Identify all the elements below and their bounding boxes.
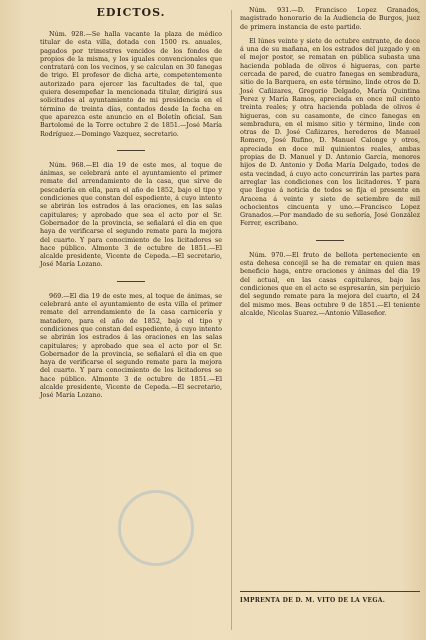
edict-970: Núm. 970.—El fruto de bellota perteneciente en esta dehesa concejil se ha de rematar en quien mas beneficio haga, entre oraciones y ánimas del dia 19 del actual, en las casas capitulares, bajo las condiciones que en el acto se espresarán, sin perjuicio del segundo remate para la mejora del cuarto, el 24 del mismo mes. Beas octubre 9 de 1851.—El teniente alcalde, Nicolas Suarez.—Antonio Villaseñor.: [240, 250, 420, 317]
edict-968: Núm. 968.—El dia 19 de este mes, al toque de ánimas, se celebrará ante el ayuntamiento el primer remate del arrendamiento de la casa, que sirve de pescadería en ella, para el año de 1852, bajo el tipo y condiciones que constan del espediente, á cuyo intento se abrirán los estrados á las oraciones, en las salas capitulares; y aprobado que sea el acto por el Sr. Gobernador de la provincia, se señalará el dia en que haya de verificarse el segundo remate para la mejora del cuarto. Y para conocimiento de los licitadores se hace público. Almonte 3 de octubre de 1851.—El alcalde presidente, Vicente de Cepeda.—El secretario, José María Lozano.: [40, 160, 222, 269]
library-watermark-icon: [118, 490, 368, 640]
column-divider: [231, 10, 232, 630]
separator: [316, 240, 344, 241]
edict-931-body: El lúnes veinte y siete de octubre entrante, de doce á una de su mañana, en los estrados del juzgado y en el mejor postor, se rematan en pública subasta una hacienda poblada de olivos é higueras, con parte cercada de pared, de cuatro fanegas en sembradura, sitio de la Barquera, en este término, linde otros de D. José Cañizares, Gregorio Delgado, María Quintina Perez y María Ramos, apreciada en once mil ciento treinta reales; y otra hacienda poblada de olivos é higueras, con su casamonte, de cinco fanegas en sembradura, en el mismo sitio y término, linde con otras de D. José Cañizares, herederos de Manuel Romero, José Rufino, D. Manuel Calonge y otros, apreciada en doce mil quinientos reales, ambas propias de D. Manuel y D. Antonio García, menores hijos de D. Antonio y Doña María Delgado, todos de esta vecindad, á cuyo acto concurrirán las partes para arreglar las condiciones con los licitadores. Y para que llegue á noticia de todos se fija el presente en Aracena á veinte y siete de setiembre de mil ochocientos cincuenta y uno.—Francisco Lopez Granados.—Por mandado de su señoría, José González Ferrer, escribano.: [240, 36, 420, 228]
right-column: [240, 6, 420, 317]
page-heading: EDICTOS.: [96, 6, 166, 19]
watermark-seal-icon: [118, 490, 194, 566]
separator: [117, 150, 145, 151]
footer-rule: [240, 591, 420, 592]
edict-931-header: Núm. 931.—D. Francisco Lopez Granados, magistrado honorario de la Audiencia de Burgos, juez de primera instancia de este partido.: [240, 6, 420, 31]
edict-928: Núm. 928.—Se halla vacante la plaza de médico titular de esta villa, dotada con 1500 rs. anuales, pagados por trimestres vencidos de los fondos de propios de la misma, y los iguales convencionales que contratará con los vecinos, y se calculan en 30 fanegas de trigo. El profesor de dicha arte, competentemente autorizado para ejercer las facultades de tal, que quiera desempeñar la mencionada titular, dirigirá sus solicitudes al ayuntamiento de mi presidencia en el término de treinta días, contados desde la fecha en que aparezca este anuncio en el Boletín oficial. San Bartolomé de la Torre octubre 2 de 1851.—José María Rodríguez.—Domingo Vazquez, secretario.: [40, 30, 222, 138]
left-column: [40, 6, 222, 400]
printer-imprint: IMPRENTA DE D. M. VITO DE LA VEGA.: [240, 597, 386, 604]
separator: [117, 281, 145, 282]
edict-969: 969.—El dia 19 de este mes, al toque de ánimas, se celebrará ante el ayuntamiento de esta villa el primer remate del arrendamiento de la casa carnicería y matadero, para el año de 1852, bajo el tipo y condiciones que constan del espediente, á cuyo intento se abrirán los estrados á las oraciones en las salas capitulares; y aprobado que sea el acto por el Sr. Gobernador de la provincia, se señalará el dia en que haya de verificarse el segundo remate para la mejora del cuarto. Y para conocimiento de los licitadores se hace público. Almonte 3 de octubre de 1851.—El alcalde presidente, Vicente de Cepeda.—El secretario, José María Lozano.: [40, 291, 222, 400]
